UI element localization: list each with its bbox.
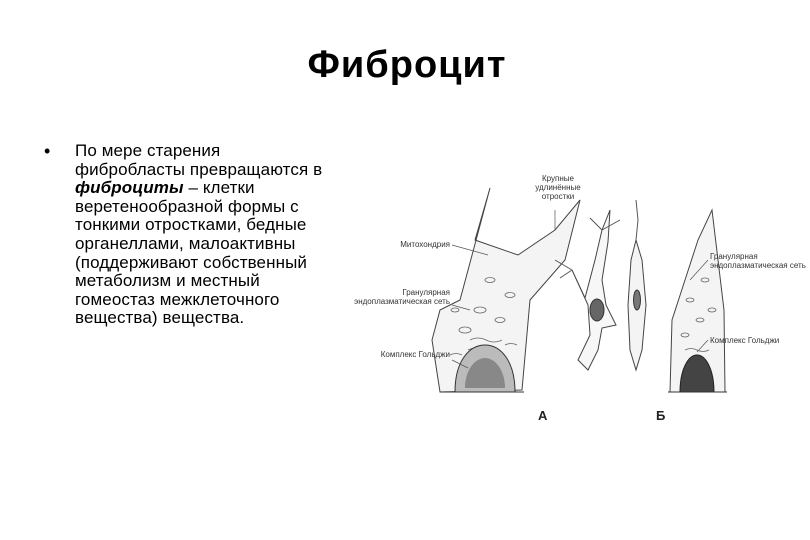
label-granular-er-right: Гранулярная эндоплазматическая сеть [710,252,806,270]
label-large-processes: Крупные удлинённые отростки [535,174,581,201]
label-golgi-left: Комплекс Гольджи [380,350,450,359]
bullet-emphasis: фиброциты [75,178,184,198]
bullet-text-end: – клетки веретенообразной формы с тонкими отростками, бедные органеллами, малоактивны (поддерживают собственный метаболизм и местный гомеостаз межклеточного вещества) вещества. [75,178,308,328]
panel-a-label: А [538,408,548,423]
bullet-text-start: По мере старения фибробласты превращаются в [75,141,323,179]
bullet-list [44,142,334,328]
label-granular-er-left: Гранулярная эндоплазматическая сеть [354,288,450,306]
label-mitochondria: Митохондрия [400,240,450,249]
panel-b-label: Б [656,408,666,423]
fibrocyte-illustration [340,160,810,430]
bullet-marker: • [44,141,51,161]
slide-title: Фиброцит [307,44,507,86]
label-golgi-right: Комплекс Гольджи [710,336,780,345]
bullet-item [75,142,334,328]
